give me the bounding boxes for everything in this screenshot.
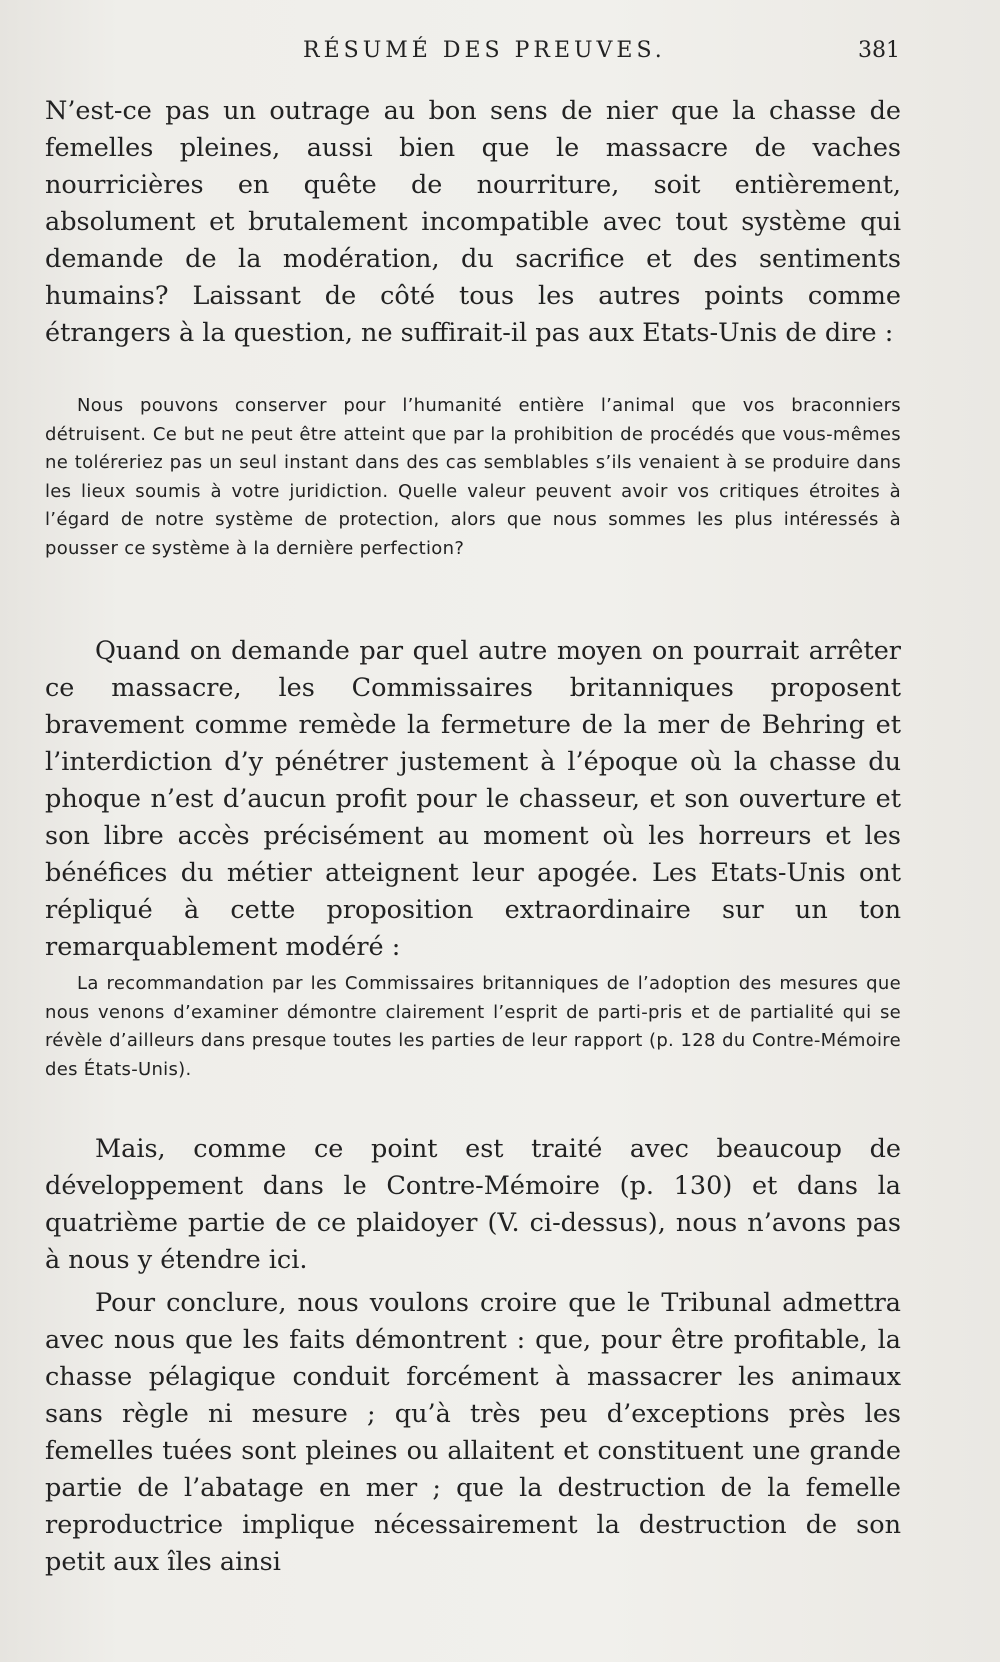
paragraph-1: N’est-ce pas un outrage au bon sens de nier que la chasse de femelles pleines, aussi bien que le massacre de vaches nourricières en quête de nourriture, soit entièrement, absolument et brutalement incompatible avec tout système qui demande de la modération, du sacrifice et des sentiments humains? Laissant de côté tous les autres points comme étrangers à la question, ne suffirait-il pas aux Etats-Unis de dire : [45, 96, 901, 348]
quotation-1: Nous pouvons conserver pour l’humanité entière l’animal que vos braconniers détruisent. Ce but ne peut être atteint que par la prohibition de procédés que vous-mêmes ne toléreriez pas un seul instant dans des cas semblables s’ils venaient à se produire dans les lieux soumis à votre juridiction. Quelle valeur peuvent avoir vos critiques étroites à l’égard de notre système de protection, alors que nous sommes les plus intéressés à pousser ce système à la dernière perfection? [45, 395, 901, 559]
paragraph-3: Mais, comme ce point est traité avec beaucoup de développement dans le Contre-Mémoire (p. 130) et dans la quatrième partie de ce plaidoyer (V. ci-dessus), nous n’avons pas à nous y étendre ici. [45, 1134, 901, 1275]
quotation-2: La recommandation par les Commissaires britanniques de l’adoption des mesures que nous venons d’examiner démontre clairement l’esprit de parti-pris et de partialité qui se révèle d’ailleurs dans presque toutes les parties de leur rapport (p. 128 du Contre-Mémoire des États-Unis). [45, 973, 901, 1080]
paragraph-4: Pour conclure, nous voulons croire que le Tribunal admettra avec nous que les faits démontrent : que, pour être profitable, la chasse pélagique conduit forcément à massacrer les animaux sans règle ni mesure ; qu’à très peu d’exceptions près les femelles tuées sont pleines ou allaitent et constituent une grande partie de l’abatage en mer ; que la destruction de la femelle reproductrice implique nécessairement la destruction de son petit aux îles ainsi [45, 1288, 901, 1577]
page-header [48, 38, 900, 70]
page-number: 381 [858, 38, 900, 63]
running-title: RÉSUMÉ DES PREUVES. [303, 38, 666, 63]
paragraph-2: Quand on demande par quel autre moyen on pourrait arrêter ce massacre, les Commissaires britanniques proposent bravement comme remède la fermeture de la mer de Behring et l’interdiction d’y pénétrer justement à l’époque où la chasse du phoque n’est d’aucun profit pour le chasseur, et son ouverture et son libre accès précisément au moment où les horreurs et les bénéfices du métier atteignent leur apogée. Les Etats-Unis ont répliqué à cette proposition extraordinaire sur un ton remarquablement modéré : [45, 636, 901, 962]
